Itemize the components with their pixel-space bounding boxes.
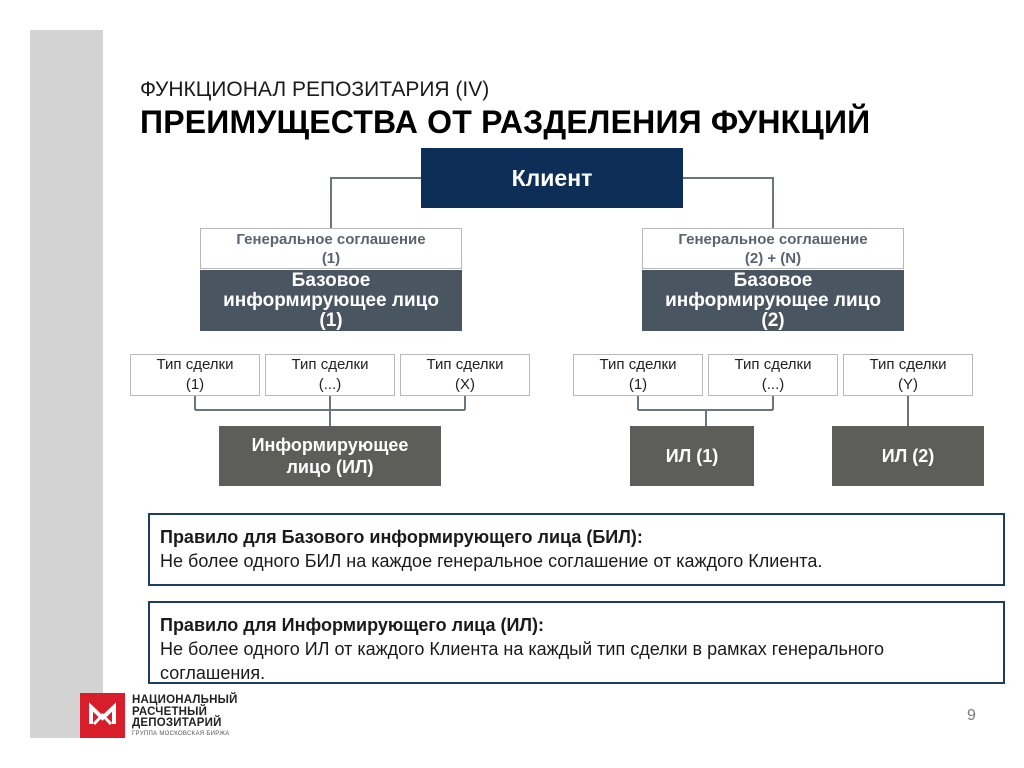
connector-client-left [331, 178, 421, 228]
left-bil-line2: информирующее лицо [223, 289, 439, 311]
left-agreement-line2: (1) [321, 249, 341, 267]
right-il2-label: ИЛ (2) [881, 446, 935, 466]
left-bil-line3: (1) [319, 309, 343, 331]
left-deal-1-line2: (1) [185, 376, 205, 393]
logo-line3: ДЕПОЗИТАРИЙ [132, 717, 222, 729]
connector-client-right [683, 178, 773, 228]
left-deal-3-line1: Тип сделки [426, 356, 504, 373]
right-il1-box [630, 426, 754, 486]
left-il-line1: Информирующее [251, 435, 409, 455]
right-deal-1-line1: Тип сделки [599, 356, 677, 373]
rule-box-bil [148, 513, 1005, 586]
right-bil-box [642, 270, 904, 331]
right-agreement-line1: Генеральное соглашение [678, 230, 868, 248]
left-deal-2-line2: (...) [318, 376, 342, 393]
left-il-box [219, 426, 441, 486]
right-deal-1-line2: (1) [628, 376, 648, 393]
left-deal-box-3 [400, 354, 530, 396]
rule-il-title: Правило для Информирующего лица (ИЛ): [160, 615, 545, 635]
left-agreement-line1: Генеральное соглашение [236, 230, 426, 248]
right-agreement-box [642, 228, 904, 269]
rule-bil-title: Правило для Базового информирующего лица (БИЛ): [160, 527, 643, 547]
right-deal-3-line2: (Y) [898, 376, 918, 393]
right-il2-box [832, 426, 984, 486]
right-deal-2-line2: (...) [761, 376, 785, 393]
left-deal-3-line2: (X) [455, 376, 475, 393]
right-bil-line1: Базовое [733, 269, 813, 291]
right-bil-line2: информирующее лицо [665, 289, 881, 311]
rule-box-il [148, 601, 1005, 684]
left-bil-box [200, 270, 462, 331]
right-deal-box-2 [708, 354, 838, 396]
right-bil-line3: (2) [761, 309, 785, 331]
rule-il-text: Не более одного ИЛ от каждого Клиента на каждый тип сделки в рамках генерального соглашения. [160, 639, 884, 683]
right-deal-2-line1: Тип сделки [734, 356, 812, 373]
client-label: Клиент [511, 164, 593, 191]
right-deal-3-line1: Тип сделки [869, 356, 947, 373]
client-box [421, 148, 683, 208]
right-il1-label: ИЛ (1) [665, 446, 719, 466]
left-agreement-box [200, 228, 462, 269]
page-number: 9 [967, 707, 976, 724]
left-bil-line1: Базовое [291, 269, 371, 291]
nrd-logo-text [132, 695, 238, 739]
left-deal-2-line1: Тип сделки [291, 356, 369, 373]
left-il-line2: лицо (ИЛ) [286, 457, 374, 477]
left-deal-1-line1: Тип сделки [156, 356, 234, 373]
left-deal-box-1 [130, 354, 260, 396]
right-deal-box-3 [843, 354, 973, 396]
rule-bil-text: Не более одного БИЛ на каждое генеральное соглашение от каждого Клиента. [160, 551, 823, 571]
logo-line4: ГРУППА МОСКОВСКАЯ БИРЖА [132, 730, 230, 737]
right-deal-box-1 [573, 354, 703, 396]
slide-subtitle: ФУНКЦИОНАЛ РЕПОЗИТАРИЯ (IV) [140, 78, 490, 101]
logo-line2: РАСЧЕТНЫЙ [132, 705, 208, 718]
slide-title: ПРЕИМУЩЕСТВА ОТ РАЗДЕЛЕНИЯ ФУНКЦИЙ [140, 104, 871, 140]
logo-line1: НАЦИОНАЛЬНЫЙ [132, 694, 238, 706]
nrd-logo-icon [80, 693, 125, 738]
left-deal-box-2 [265, 354, 395, 396]
right-agreement-line2: (2) + (N) [744, 249, 802, 267]
